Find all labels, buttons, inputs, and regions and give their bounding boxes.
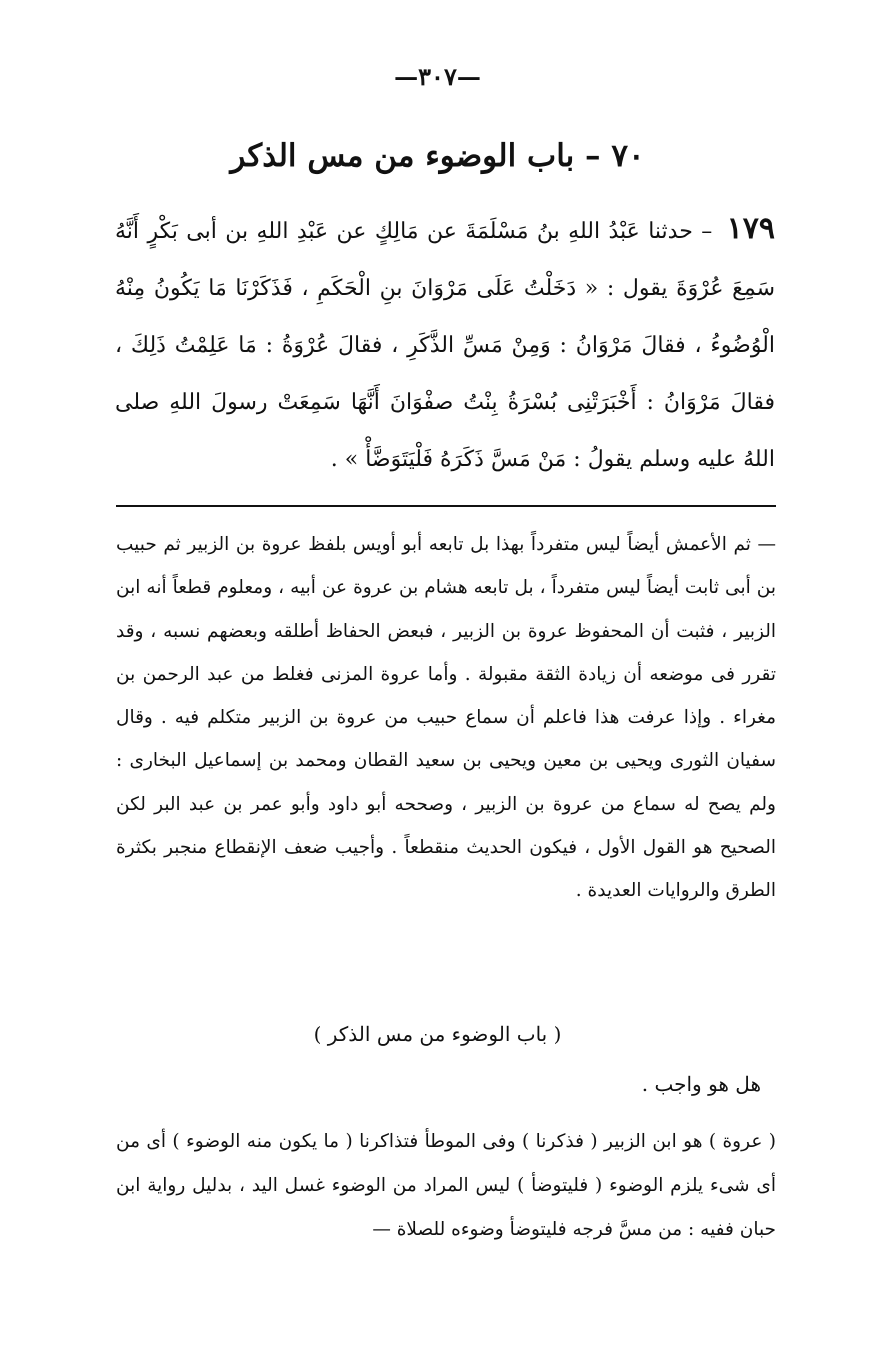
hadith-number: ١٧٩ <box>726 211 775 246</box>
notes-text: ( عروة ) هو ابن الزبير ( فذكرنا ) وفى الموطأ فتذاكرنا ( ما يكون منه الوضوء ) أى من أى شىء يلزم الوضوء ( فليتوضأ ) ليس المراد من الوضوء غسل اليد ، بدليل رواية ابن حبان ففيه : من مسَّ فرجه فليتوضأ وضوءه للصلاة — <box>116 1131 776 1240</box>
hadith-text: – حدثنا عَبْدُ اللهِ بنُ مَسْلَمَةَ عن مَالِكٍ عن عَبْدِ اللهِ بن أبى بَكْرٍ أَنَّهُ سَمِعَ عُرْوَةَ يقول : « دَخَلْتُ عَلَى مَرْوَانَ بنِ الْحَكَمِ ، فَذَكَرْنَا مَا يَكُونُ مِنْهُ الْوُضُوءُ ، فقالَ مَرْوَانُ : وَمِنْ مَسِّ الذَّكَرِ ، فقالَ عُرْوَةُ : مَا عَلِمْتُ ذَلِكَ ، فقالَ مَرْوَانُ : أَخْبَرَتْنِى بُسْرَةُ بِنْتُ صفْوَانَ أَنَّهَا سَمِعَتْ رسولَ اللهِ صلى اللهُ عليه وسلم يقولُ : مَنْ مَسَّ ذَكَرَهُ فَلْيَتَوَضَّأْ » . <box>115 219 775 472</box>
footnote-separator <box>116 505 776 507</box>
chapter-title: ٧٠ – باب الوضوء من مس الذكر <box>230 138 645 174</box>
section-heading: ( باب الوضوء من مس الذكر ) <box>313 1022 562 1046</box>
page-number: —٣٠٧— <box>394 62 481 91</box>
commentary-text: — ثم الأعمش أيضاً ليس متفرداً بهذا بل تابعه أبو أويس بلفظ عروة بن الزبير ثم حبيب بن أبى ثابت أيضاً ليس متفرداً ، بل تابعه هشام بن عروة عن أبيه ، ومعلوم قطعاً أنه ابن الزبير ، فثبت أن المحفوظ عروة بن الزبير ، فبعض الحفاظ أطلقه وبعضهم نسبه ، وقد تقرر فى موضعه أن زيادة الثقة مقبولة . وأما عروة المزنى فغلط من عبد الرحمن بن مغراء . وإذا عرفت هذا فاعلم أن سماع حبيب من عروة بن الزبير متكلم فيه . وقال سفيان الثورى ويحيى بن معين ويحيى بن سعيد القطان ومحمد بن إسماعيل البخارى : ولم يصح له سماع من عروة بن الزبير ، وصححه أبو داود وأبو عمر بن عبد البر لكن الصحيح هو القول الأول ، فيكون الحديث منقطعاً . وأجيب ضعف الإنقطاع منجبر بكثرة الطرق والروايات العديدة . <box>116 534 776 902</box>
section-question: هل هو واجب . <box>641 1072 761 1096</box>
hadith-text-block <box>115 200 775 488</box>
